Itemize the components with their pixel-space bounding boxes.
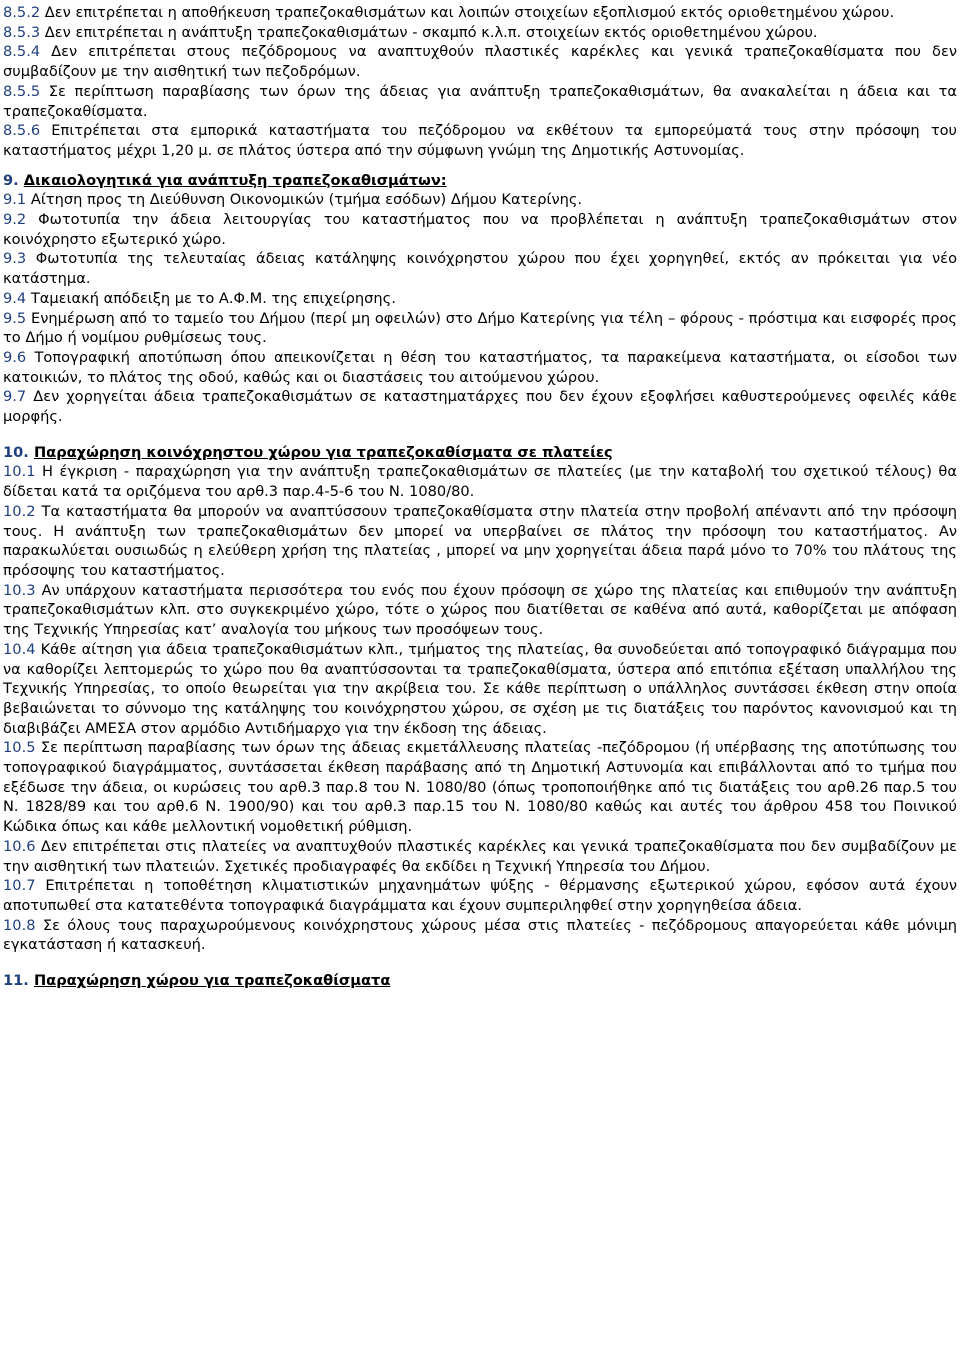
- clause-number: 9.7: [3, 388, 27, 406]
- heading-number: 10.: [3, 443, 29, 461]
- clause-text: Κάθε αίτηση για άδεια τραπεζοκαθισμάτων κλπ., τμήματος της πλατείας, θα συνοδεύεται από τοπογραφικό διάγραμμα που να καθορίζει λεπτομερώς το χώρο που θα αναπτύσσονται τα τραπεζοκαθίσματα, ύστερα από επιτόπια εξέταση υπαλλήλου της Τεχνικής Υπηρεσίας, το οποίο θεωρείται για την ακρίβεια του. Σε κάθε περίπτωση ο υπάλληλος συντάσσει έκθεση στην οποία βεβαιώνεται το σύννομο της κατάληψης του κοινόχρηστου χώρου, σε σχέση με τις διατάξεις του παρόντος κανονισμού και τη διαβιβάζει ΑΜΕΣΑ στον αρμόδιο Αντιδήμαρχο για την έκδοση της άδειας.: [3, 640, 957, 737]
- clause-9-6: [3, 348, 957, 387]
- section-10-items: [3, 462, 957, 955]
- clause-9-7: [3, 387, 957, 426]
- clause-number: 8.5.4: [3, 43, 41, 61]
- clause-8-5-4: [3, 42, 957, 81]
- clause-9-4: [3, 289, 957, 309]
- clause-number: 9.3: [3, 250, 27, 268]
- clause-number: 9.5: [3, 309, 27, 327]
- section-9-items: [3, 190, 957, 426]
- clause-text: Σε περίπτωση παραβίασης των όρων της άδειας εκμετάλλευσης πλατείας -πεζόδρομου (ή υπέρβασης της αποτύπωσης του τοπογραφικού διαγράμματος, συντάσσεται έκθεση παράβασης από τη Δημοτική Αστυνομία και επιβάλλονται από το τμήμα που εξέδωσε την άδεια, οι κυρώσεις του αρθ.3 παρ.8 του Ν. 1080/80 (όπως τροποποιήθηκε από τις διατάξεις του αρθ.26 παρ.5 του Ν. 1828/89 και του αρθ.6 Ν. 1900/90) και του αρθ.3 παρ.15 του Ν. 1080/80 καθώς και αυτές του άρθρου 458 του Ποινικού Κώδικα όπως και κάθε μελλοντική νομοθετική ρύθμιση.: [3, 739, 957, 836]
- clause-text: Δεν χορηγείται άδεια τραπεζοκαθισμάτων σε καταστηματάρχες που δεν έχουν εξοφλήσει καθυστερούμενες οφειλές κάθε μορφής.: [3, 388, 957, 426]
- heading-number: 9.: [3, 171, 19, 189]
- clause-text: Σε περίπτωση παραβίασης των όρων της άδειας για ανάπτυξη τραπεζοκαθισμάτων, θα ανακαλείται η άδεια και τα τραπεζοκαθίσματα.: [3, 82, 957, 120]
- clause-text: Η έγκριση - παραχώρηση για την ανάπτυξη τραπεζοκαθισμάτων σε πλατείες (με την καταβολή του σχετικού τέλους) θα δίδεται κατά τα οριζόμενα του αρθ.3 παρ.4-5-6 του Ν. 1080/80.: [3, 463, 957, 501]
- section-9-heading: [3, 171, 957, 191]
- clause-9-2: [3, 210, 957, 249]
- section-8-5-items: [3, 3, 957, 161]
- clause-text: Επιτρέπεται η τοποθέτηση κλιματιστικών μηχανημάτων ψύξης - θέρμανσης εξωτερικού χώρου, εφόσον αυτά έχουν αποτυπωθεί στα κατατεθέντα τοπογραφικά διαγράμματα και έχουν συμπεριληφθεί στην χορηγηθείσα άδεια.: [3, 877, 957, 914]
- clause-10-5: [3, 738, 957, 837]
- clause-number: 10.5: [3, 739, 36, 757]
- clause-10-3: [3, 581, 957, 640]
- clause-10-8: [3, 916, 957, 955]
- clause-8-5-2: [3, 3, 957, 23]
- clause-text: Τοπογραφική αποτύπωση όπου απεικονίζεται η θέση του καταστήματος, τα παρακείμενα καταστήματα, οι είσοδοι των κατοικιών, το πλάτος της οδού, καθώς και οι διαστάσεις του αιτούμενου χώρου.: [3, 348, 957, 386]
- clause-text: Σε όλους τους παραχωρούμενους κοινόχρηστους χώρους μέσα στις πλατείες - πεζόδρομους απαγορεύεται κάθε μόνιμη εγκατάσταση ή κατασκευή.: [3, 916, 957, 954]
- clause-number: 10.4: [3, 640, 36, 658]
- clause-9-5: [3, 309, 957, 348]
- clause-text: Ταμειακή απόδειξη με το Α.Φ.Μ. της επιχείρησης.: [26, 289, 396, 307]
- clause-number: 10.8: [3, 916, 36, 934]
- clause-text: Ενημέρωση από το ταμείο του Δήμου (περί μη οφειλών) στο Δήμο Κατερίνης για τέλη – φόρους - πρόστιμα και εισφορές προς το Δήμο ή νομίμου ρυθμίσεως τους.: [3, 309, 957, 347]
- heading-title: Παραχώρηση κοινόχρηστου χώρου για τραπεζοκαθίσματα σε πλατείες: [33, 443, 613, 461]
- heading-title: Δικαιολογητικά για ανάπτυξη τραπεζοκαθισμάτων:: [23, 171, 447, 189]
- clause-text: Αν υπάρχουν καταστήματα περισσότερα του ενός που έχουν πρόσοψη σε χώρο της πλατείας και επιθυμούν την ανάπτυξη τραπεζοκαθισμάτων κλπ. στο συγκεκριμένο χώρο, τότε ο χώρος που διατίθεται σε καθένα από αυτά, καθορίζεται με απόφαση της Τεχνικής Υπηρεσίας κατ’ αναλογία του μήκους των προσόψεων τους.: [3, 581, 957, 639]
- clause-number: 8.5.3: [3, 23, 41, 41]
- clause-number: 10.3: [3, 581, 36, 599]
- clause-number: 9.2: [3, 211, 27, 229]
- clause-text: Φωτοτυπία την άδεια λειτουργίας του καταστήματος που να προβλέπεται η ανάπτυξη τραπεζοκαθισμάτων στον κοινόχρηστο εξωτερικό χώρο.: [3, 211, 957, 248]
- clause-8-5-5: [3, 82, 957, 121]
- clause-number: 10.1: [3, 463, 36, 481]
- clause-number: 8.5.6: [3, 122, 41, 140]
- clause-8-5-3: [3, 23, 957, 43]
- clause-number: 9.6: [3, 348, 27, 366]
- clause-text: Φωτοτυπία της τελευταίας άδειας κατάληψης κοινόχρηστου χώρου που έχει χορηγηθεί, εκτός αν πρόκειται για νέο κατάστημα.: [3, 250, 957, 288]
- clause-number: 8.5.5: [3, 82, 41, 100]
- clause-9-3: [3, 249, 957, 288]
- clause-10-2: [3, 502, 957, 581]
- clause-text: Επιτρέπεται στα εμπορικά καταστήματα του πεζόδρομου να εκθέτουν τα εμπορεύματά τους στην πρόσοψη του καταστήματος μέχρι 1,20 μ. σε πλάτος ύστερα από την σύμφωνη γνώμη της Δημοτικής Αστυνομίας.: [3, 122, 957, 159]
- clause-10-6: [3, 837, 957, 876]
- clause-text: Δεν επιτρέπεται η ανάπτυξη τραπεζοκαθισμάτων - σκαμπό κ.λ.π. στοιχείων εκτός οριοθετημένου χώρου.: [40, 23, 818, 41]
- clause-8-5-6: [3, 121, 957, 160]
- clause-number: 9.1: [3, 191, 27, 209]
- heading-title: Παραχώρηση χώρου για τραπεζοκαθίσματα: [33, 972, 391, 990]
- clause-number: 10.6: [3, 837, 36, 855]
- clause-10-7: [3, 876, 957, 915]
- clause-number: 8.5.2: [3, 4, 41, 21]
- clause-text: Δεν επιτρέπεται στις πλατείες να αναπτυχθούν πλαστικές καρέκλες και γενικά τραπεζοκαθίσματα που δεν συμβαδίζουν με την αισθητική των πλατειών. Σχετικές προδιαγραφές θα εκδίδει η Τεχνική Υπηρεσία του Δήμου.: [3, 837, 957, 875]
- clause-number: 10.7: [3, 877, 36, 895]
- clause-10-4: [3, 640, 957, 739]
- clause-text: Τα καταστήματα θα μπορούν να αναπτύσσουν τραπεζοκαθίσματα στην πλατεία στην προβολή απέναντι από την πρόσοψη τους. Η ανάπτυξη των τραπεζοκαθισμάτων δεν μπορεί να υπερβαίνει σε πλάτος την πρόσοψη του καταστήματος. Αν παρακωλύεται ουσιωδώς η ελεύθερη χρήση της πλατείας , μπορεί να μην χορηγείται άδεια παρά μόνο το 70% του πλάτους της πρόσοψης του καταστήματος.: [3, 502, 957, 579]
- section-10-heading: [3, 443, 957, 463]
- clause-number: 10.2: [3, 502, 36, 520]
- clause-9-1: [3, 190, 957, 210]
- clause-text: Δεν επιτρέπεται η αποθήκευση τραπεζοκαθισμάτων και λοιπών στοιχείων εξοπλισμού εκτός οριοθετημένου χώρου.: [40, 4, 895, 21]
- clause-10-1: [3, 462, 957, 501]
- heading-number: 11.: [3, 972, 29, 990]
- clause-number: 9.4: [3, 289, 27, 307]
- document-page: [3, 3, 957, 991]
- clause-text: Αίτηση προς τη Διεύθυνση Οικονομικών (τμήμα εσόδων) Δήμου Κατερίνης.: [26, 191, 583, 209]
- clause-text: Δεν επιτρέπεται στους πεζόδρομους να αναπτυχθούν πλαστικές καρέκλες και γενικά τραπεζοκαθίσματα που δεν συμβαδίζουν με την αισθητική των πεζοδρόμων.: [3, 43, 957, 81]
- section-11-heading: [3, 971, 957, 991]
